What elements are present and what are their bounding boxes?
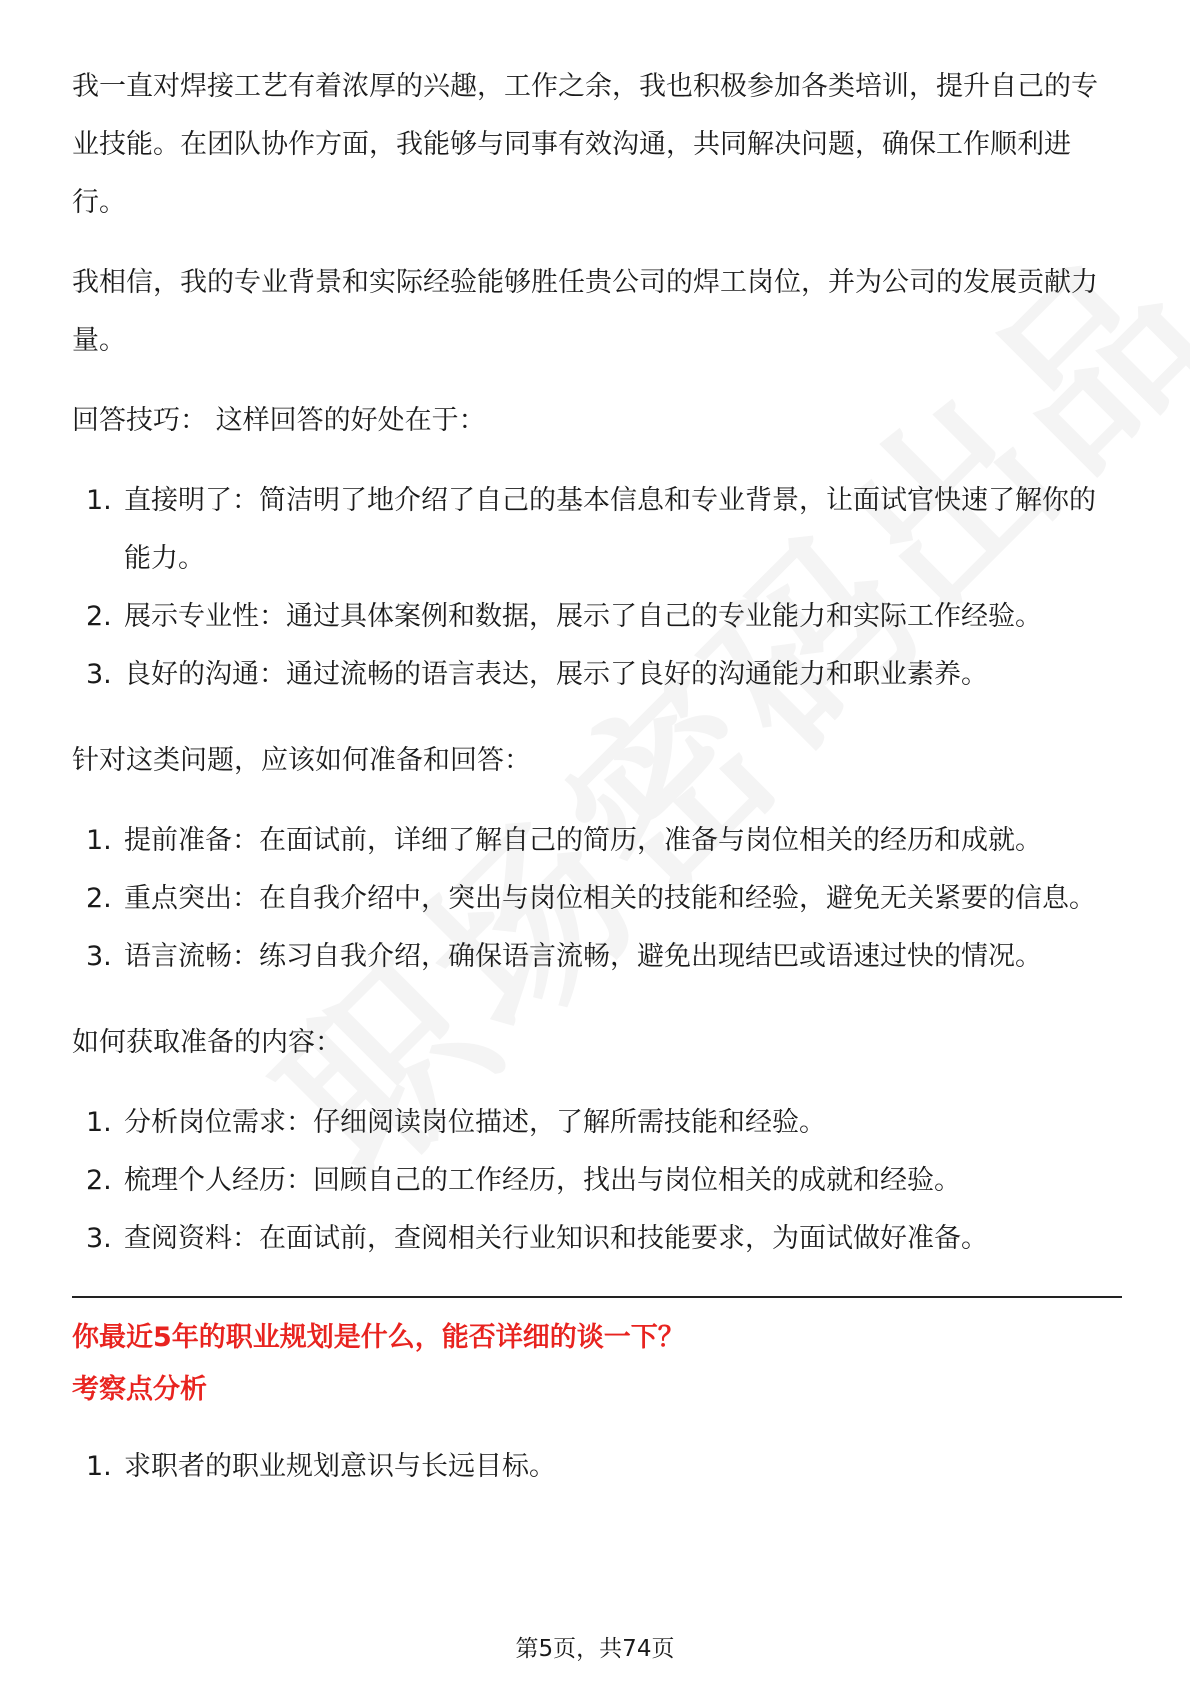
tips-list — [72, 472, 1122, 704]
analysis-heading: 考察点分析 — [72, 1374, 207, 1405]
list-item — [72, 928, 1122, 986]
prep-intro: 针对这类问题，应该如何准备和回答： — [72, 745, 531, 776]
list-item — [72, 1210, 1122, 1268]
list-text: 查阅资料：在面试前，查阅相关行业知识和技能要求，为面试做好准备。 — [124, 1223, 988, 1254]
list-number: 2. — [86, 883, 112, 914]
list-item — [72, 1438, 1122, 1496]
paragraph-conclusion: 我相信，我的专业背景和实际经验能够胜任贵公司的焊工岗位，并为公司的发展贡献力量。 — [72, 267, 1098, 356]
list-item — [72, 646, 1122, 704]
list-number: 1. — [86, 1107, 112, 1138]
list-text: 梳理个人经历：回顾自己的工作经历，找出与岗位相关的成就和经验。 — [124, 1165, 961, 1196]
list-number: 3. — [86, 659, 112, 690]
list-number: 1. — [86, 825, 112, 856]
list-text: 语言流畅：练习自我介绍，确保语言流畅，避免出现结巴或语速过快的情况。 — [124, 941, 1042, 972]
list-item — [72, 1094, 1122, 1152]
list-text: 展示专业性：通过具体案例和数据，展示了自己的专业能力和实际工作经验。 — [124, 601, 1042, 632]
prep-list — [72, 812, 1122, 986]
section-divider — [72, 1296, 1122, 1298]
question-heading: 你最近5年的职业规划是什么，能否详细的谈一下？ — [72, 1322, 685, 1353]
list-item — [72, 812, 1122, 870]
list-number: 2. — [86, 601, 112, 632]
list-text: 良好的沟通：通过流畅的语言表达，展示了良好的沟通能力和职业素养。 — [124, 659, 988, 690]
tips-intro: 回答技巧： 这样回答的好处在于： — [72, 405, 486, 436]
content — [72, 58, 1122, 1524]
list-text: 提前准备：在面试前，详细了解自己的简历，准备与岗位相关的经历和成就。 — [124, 825, 1042, 856]
list-item — [72, 588, 1122, 646]
paragraph-experience: 我一直对焊接工艺有着浓厚的兴趣，工作之余，我也积极参加各类培训，提升自己的专业技能。在团队协作方面，我能够与同事有效沟通，共同解决问题，确保工作顺利进行。 — [72, 71, 1098, 218]
list-text: 分析岗位需求：仔细阅读岗位描述，了解所需技能和经验。 — [124, 1107, 826, 1138]
list-item — [72, 870, 1122, 928]
source-intro: 如何获取准备的内容： — [72, 1027, 342, 1058]
source-list — [72, 1094, 1122, 1268]
list-item — [72, 1152, 1122, 1210]
list-number: 2. — [86, 1165, 112, 1196]
list-item — [72, 472, 1122, 588]
list-text: 求职者的职业规划意识与长远目标。 — [124, 1451, 556, 1482]
analysis-list — [72, 1438, 1122, 1496]
list-number: 3. — [86, 1223, 112, 1254]
list-number: 1. — [86, 1451, 112, 1482]
list-text: 重点突出：在自我介绍中，突出与岗位相关的技能和经验，避免无关紧要的信息。 — [124, 883, 1096, 914]
list-number: 1. — [86, 485, 112, 516]
page-footer: 第5页，共74页 — [515, 1636, 675, 1662]
list-text: 直接明了：简洁明了地介绍了自己的基本信息和专业背景，让面试官快速了解你的能力。 — [124, 485, 1096, 574]
list-number: 3. — [86, 941, 112, 972]
